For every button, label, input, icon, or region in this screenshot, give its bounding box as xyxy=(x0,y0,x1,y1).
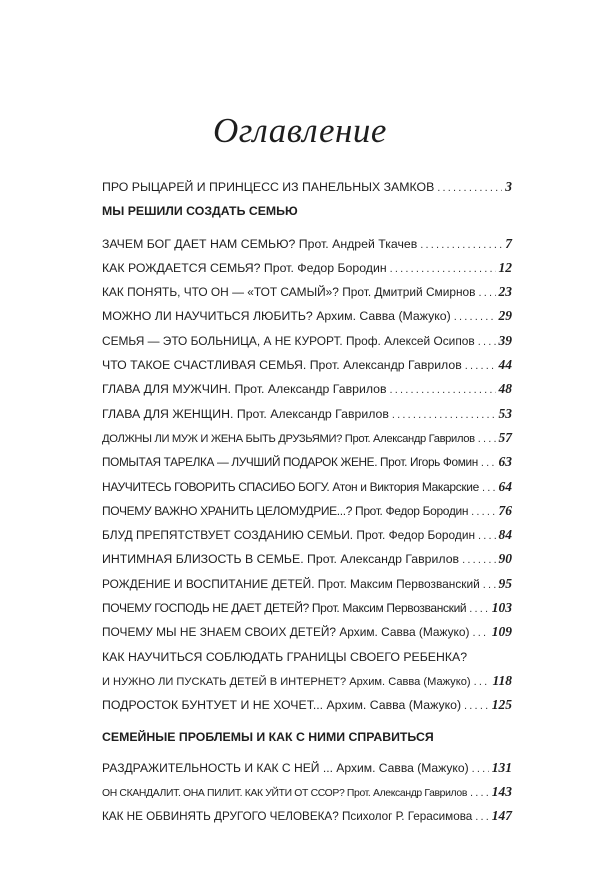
toc-entry xyxy=(102,475,512,499)
dot-leader xyxy=(462,548,495,572)
dot-leader xyxy=(392,403,496,427)
toc-entry-title: ГЛАВА ДЛЯ МУЖЧИН. Прот. Александр Гаврилов xyxy=(102,382,387,397)
dot-leader xyxy=(469,597,488,621)
toc-page-number: 76 xyxy=(498,502,512,518)
toc-entry xyxy=(102,499,512,523)
toc-entry-title: СЕМЬЯ — ЭТО БОЛЬНИЦА, А НЕ КУРОРТ. Проф. Алексей Осипов xyxy=(102,333,475,348)
toc-page-number: 44 xyxy=(498,357,512,373)
page-title: Оглавление xyxy=(213,111,387,150)
toc-entry xyxy=(102,353,512,377)
toc-page-number: 95 xyxy=(498,575,512,591)
toc-page-number: 103 xyxy=(491,600,512,616)
dot-leader xyxy=(420,233,502,257)
dot-leader xyxy=(437,176,502,200)
dot-leader xyxy=(470,781,489,805)
toc-entry-intro xyxy=(102,175,512,199)
toc-entry xyxy=(102,596,512,620)
toc-entry xyxy=(102,304,512,328)
dot-leader xyxy=(481,451,496,475)
toc-page-number: 57 xyxy=(498,429,512,445)
toc-entry-title: КАК НЕ ОБВИНЯТЬ ДРУГОГО ЧЕЛОВЕКА? Психолог Р. Герасимова xyxy=(102,810,473,824)
toc-page-number: 131 xyxy=(491,759,512,775)
toc-entry-title: ИНТИМНАЯ БЛИЗОСТЬ В СЕМЬЕ. Прот. Александр Гаврилов xyxy=(102,552,460,567)
toc-entry-title: ГЛАВА ДЛЯ ЖЕНЩИН. Прот. Александр Гаврилов xyxy=(102,406,389,421)
dot-leader xyxy=(471,500,495,524)
toc-entry-title: РОЖДЕНИЕ И ВОСПИТАНИЕ ДЕТЕЙ. Прот. Максим Первозванский xyxy=(102,576,480,591)
dot-leader xyxy=(475,805,488,829)
section-2-entries xyxy=(102,756,512,829)
section-heading-2: СЕМЕЙНЫЕ ПРОБЛЕМЫ И КАК С НИМИ СПРАВИТЬСЯ xyxy=(102,729,434,744)
dot-leader xyxy=(472,757,489,781)
toc-entry-title: МОЖНО ЛИ НАУЧИТЬСЯ ЛЮБИТЬ? Архим. Савва (Мажуко) xyxy=(102,309,451,324)
dot-leader xyxy=(478,281,495,305)
toc-entry xyxy=(102,547,512,571)
dot-leader xyxy=(465,354,496,378)
toc-entry xyxy=(102,780,512,804)
dot-leader xyxy=(390,378,496,402)
toc-entry-title: ЧТО ТАКОЕ СЧАСТЛИВАЯ СЕМЬЯ. Прот. Александр Гаврилов xyxy=(102,358,462,373)
section-1-entries xyxy=(102,232,512,718)
toc-entry xyxy=(102,756,512,780)
toc-page-number: 48 xyxy=(498,381,512,397)
toc-entry xyxy=(102,804,512,828)
toc-entry-title: ОН СКАНДАЛИТ. ОНА ПИЛИТ. КАК УЙТИ ОТ ССОР? Прот. Александр Гаврилов xyxy=(102,788,467,800)
dot-leader xyxy=(483,573,496,597)
toc-entry xyxy=(102,232,512,256)
dot-leader xyxy=(482,476,496,500)
toc-entry xyxy=(102,402,512,426)
toc-page-number: 125 xyxy=(491,697,512,713)
dot-leader xyxy=(478,524,495,548)
dot-leader xyxy=(478,330,496,354)
toc-entry xyxy=(102,329,512,353)
toc-entry-title-line2: И НУЖНО ЛИ ПУСКАТЬ ДЕТЕЙ В ИНТЕРНЕТ? Архим. Савва (Мажуко) xyxy=(102,675,471,688)
toc-entry-title: ПРО РЫЦАРЕЙ И ПРИНЦЕСС ИЗ ПАНЕЛЬНЫХ ЗАМКОВ xyxy=(102,180,435,194)
toc-page-number: 118 xyxy=(492,672,512,688)
toc-entry xyxy=(102,572,512,596)
toc-entry xyxy=(102,523,512,547)
toc-entry xyxy=(102,669,512,693)
toc-page-number: 64 xyxy=(498,478,512,494)
toc-entry xyxy=(102,693,512,717)
toc-page-number: 29 xyxy=(498,308,512,324)
toc-page-number: 12 xyxy=(498,259,512,275)
dot-leader xyxy=(478,427,496,451)
toc-entry xyxy=(102,256,512,280)
toc-entry xyxy=(102,620,512,644)
toc-entry-title-line1: КАК НАУЧИТЬСЯ СОБЛЮДАТЬ ГРАНИЦЫ СВОЕГО РЕБЕНКА? xyxy=(102,649,468,664)
toc-entry-title: КАК РОЖДАЕТСЯ СЕМЬЯ? Прот. Федор Бородин xyxy=(102,260,387,275)
toc-entry xyxy=(102,426,512,450)
toc-entry-title: ПОЧЕМУ МЫ НЕ ЗНАЕМ СВОИХ ДЕТЕЙ? Архим. Савва (Мажуко) xyxy=(102,625,470,640)
toc-page-number: 3 xyxy=(505,179,512,194)
toc-entry-title: ЗАЧЕМ БОГ ДАЕТ НАМ СЕМЬЮ? Прот. Андрей Ткачев xyxy=(102,236,418,251)
toc-entry-title: КАК ПОНЯТЬ, ЧТО ОН — «ТОТ САМЫЙ»? Прот. Дмитрий Смирнов xyxy=(102,285,476,300)
toc-entry-title: ПОМЫТАЯ ТАРЕЛКА — ЛУЧШИЙ ПОДАРОК ЖЕНЕ. Прот. Игорь Фомин xyxy=(102,455,478,470)
toc-page-number: 53 xyxy=(498,405,512,421)
toc-entry-title: ПОЧЕМУ ВАЖНО ХРАНИТЬ ЦЕЛОМУДРИЕ...? Прот. Федор Бородин xyxy=(102,503,469,518)
toc-page-number: 39 xyxy=(498,332,512,348)
dot-leader xyxy=(472,621,488,645)
toc-page-number: 143 xyxy=(491,784,512,800)
toc-page-number: 7 xyxy=(505,235,512,251)
dot-leader xyxy=(464,694,489,718)
toc-page-number: 23 xyxy=(498,284,512,300)
toc-page-number: 109 xyxy=(491,624,512,640)
table-of-contents xyxy=(102,175,512,829)
toc-entry-title: ДОЛЖНЫ ЛИ МУЖ И ЖЕНА БЫТЬ ДРУЗЬЯМИ? Прот. Александр Гаврилов xyxy=(102,432,475,445)
toc-entry-title: НАУЧИТЕСЬ ГОВОРИТЬ СПАСИБО БОГУ. Атон и Виктория Макарские xyxy=(102,479,479,494)
toc-entry-title: БЛУД ПРЕПЯТСТВУЕТ СОЗДАНИЮ СЕМЬИ. Прот. Федор Бородин xyxy=(102,528,476,543)
toc-entry-title: РАЗДРАЖИТЕЛЬНОСТЬ И КАК С НЕЙ ... Архим. Савва (Мажуко) xyxy=(102,760,469,775)
section-heading-1: МЫ РЕШИЛИ СОЗДАТЬ СЕМЬЮ xyxy=(102,204,298,219)
dot-leader xyxy=(390,257,496,281)
toc-page-number: 63 xyxy=(498,454,512,470)
toc-page-number: 90 xyxy=(498,551,512,567)
toc-entry-title: ПОДРОСТОК БУНТУЕТ И НЕ ХОЧЕТ... Архим. Савва (Мажуко) xyxy=(102,698,462,713)
toc-entry xyxy=(102,450,512,474)
dot-leader xyxy=(474,670,490,694)
toc-entry xyxy=(102,377,512,401)
toc-page-number: 84 xyxy=(498,527,512,543)
toc-page-number: 147 xyxy=(491,808,512,824)
toc-entry-title: ПОЧЕМУ ГОСПОДЬ НЕ ДАЕТ ДЕТЕЙ? Прот. Максим Первозванский xyxy=(102,601,467,616)
toc-entry xyxy=(102,280,512,304)
dot-leader xyxy=(454,305,496,329)
